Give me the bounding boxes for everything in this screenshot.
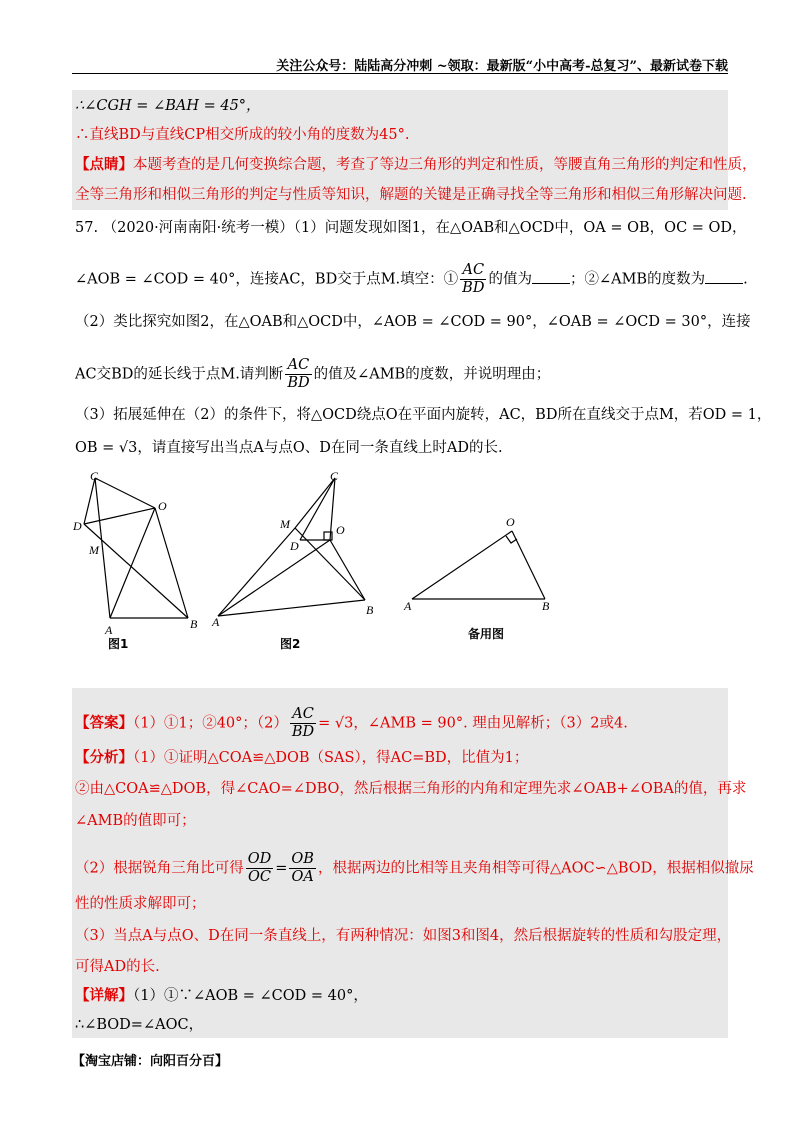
frac-num-2: AC <box>285 357 311 375</box>
analysis-line-6: （3）当点A与点O、D在同一条直线上，有两种情况：如图3和图4，然后根据旋转的性质和勾股定理， <box>75 928 732 944</box>
page-footer: 【淘宝店铺：向阳百分百】 <box>72 1054 229 1069</box>
figure-1 <box>70 468 210 638</box>
prev-line-1: ∴∠CGH = ∠BAH = 45°， <box>75 98 261 114</box>
spare-figure-caption: 备用图 <box>468 627 505 641</box>
problem-text-2b: 的值为 <box>488 271 532 288</box>
analysis-text-4a: （2）根据锐角三角比可得 <box>75 860 244 877</box>
answer-frac-den: BD <box>291 724 315 740</box>
problem-text-2d: . <box>743 271 748 288</box>
figure-2-caption: 图2 <box>280 637 301 651</box>
answer-frac-num: AC <box>290 706 316 724</box>
fig1-label-a: A <box>105 623 113 637</box>
fraction-ac-bd <box>460 262 486 297</box>
comment-line-1 <box>75 154 757 176</box>
frac-den: BD <box>462 280 485 296</box>
answer-line <box>75 706 728 741</box>
frac-den-2: BD <box>287 375 310 391</box>
analysis-frac1-den: OC <box>248 869 271 885</box>
problem-line-6: OB = √3，请直接写出当点A与点O、D在同一条直线上时AD的长. <box>75 440 503 456</box>
spare-label-a: A <box>404 599 412 613</box>
analysis-line-4 <box>75 851 754 886</box>
analysis-text-4b: ，根据两边的比相等且夹角相等可得△AOC∽△BOD，根据相似撤尿 <box>317 860 754 877</box>
detail-text-1: （1）①∵∠AOB = ∠COD = 40°， <box>133 988 368 1004</box>
analysis-line-7: 可得AD的长. <box>75 959 160 975</box>
problem-line-5: （3）拓展延伸在（2）的条件下，将△OCD绕点O在平面内旋转，AC，BD所在直线交于点M，若OD = 1， <box>75 407 772 423</box>
analysis-fraction-1 <box>246 851 274 886</box>
fig2-label-c: C <box>330 469 339 483</box>
header-divider <box>72 73 728 74</box>
analysis-line-3: ∠AMB的值即可； <box>75 813 196 829</box>
fig2-label-b: B <box>366 603 374 617</box>
problem-line-3: （2）类比探究如图2，在△OAB和△OCD中，∠AOB = ∠COD = 90°，∠OAB = ∠OCD = 30°，连接 <box>75 314 751 330</box>
frac-num: AC <box>460 262 486 280</box>
analysis-fraction-2 <box>289 851 316 886</box>
fig1-label-m: M <box>89 543 99 557</box>
analysis-line-2: ②由△COA≌△DOB，得∠CAO=∠DBO，然后根据三角形的内角和定理先求∠OAB+∠OBA的值，再求 <box>75 781 747 797</box>
answer-text-2: = √3，∠AMB = 90°. 理由见解析；（3）2或4. <box>318 715 628 732</box>
answer-blank-1[interactable] <box>532 269 570 284</box>
problem-text-2a: ∠AOB = ∠COD = 40°，连接AC，BD交于点M.填空：① <box>75 271 459 288</box>
fig2-label-o: O <box>336 523 345 537</box>
fraction-ac-bd-2 <box>285 357 311 392</box>
detail-tag: 【详解】 <box>75 987 133 1004</box>
analysis-equals: = <box>275 860 288 877</box>
fig2-label-d: D <box>290 539 299 553</box>
fig1-label-o: O <box>158 499 167 513</box>
analysis-frac1-num: OD <box>247 851 272 867</box>
analysis-line-1 <box>75 747 728 769</box>
spare-label-b: B <box>542 599 550 613</box>
spare-label-o: O <box>506 515 515 529</box>
problem-text-4b: 的值及∠AMB的度数，并说明理由； <box>313 366 551 383</box>
problem-line-1: 57. （2020·河南南阳·统考一模）（1）问题发现如图1，在△OAB和△OCD中，OA = OB，OC = OD， <box>75 220 747 236</box>
detail-line-2: ∴∠BOD=∠AOC， <box>75 1017 204 1033</box>
answer-blank-2[interactable] <box>705 269 743 284</box>
problem-text-2c: ；②∠AMB的度数为 <box>569 271 706 288</box>
fig1-label-b: B <box>190 617 198 631</box>
answer-fraction <box>290 706 316 741</box>
figure-1-caption: 图1 <box>108 637 129 651</box>
comment-text-1: 本题考查的是几何变换综合题，考查了等边三角形的判定和性质，等腰直角三角形的判定和性质， <box>133 157 757 173</box>
problem-text-4a: AC交BD的延长线于点M.请判断 <box>75 366 284 383</box>
analysis-line-5: 性的性质求解即可； <box>75 896 206 912</box>
analysis-text-1: （1）①证明△COA≌△DOB（SAS），得AC=BD，比值为1； <box>133 750 529 766</box>
problem-line-4 <box>75 357 728 392</box>
figure-2 <box>210 468 390 638</box>
spare-figure <box>400 510 570 620</box>
comment-tag: 【点睛】 <box>75 156 133 173</box>
answer-text-1: （1）①1；②40°；（2） <box>133 715 288 732</box>
analysis-tag: 【分析】 <box>75 749 133 766</box>
page-header: 关注公众号：陆陆高分冲刺 ~领取：最新版“小中高考-总复习”、最新试卷下载 <box>276 59 728 74</box>
fig1-label-c: C <box>90 469 99 483</box>
fig2-label-a: A <box>212 615 220 629</box>
analysis-frac2-num: OB <box>291 851 314 867</box>
problem-line-2 <box>75 262 748 297</box>
fig1-label-d: D <box>73 519 82 533</box>
fig2-label-m: M <box>280 517 290 531</box>
comment-line-2: 全等三角形和相似三角形的判定与性质等知识，解题的关键是正确寻找全等三角形和相似三角形解决问题. <box>75 187 747 203</box>
analysis-frac2-den: OA <box>291 869 314 885</box>
detail-line-1 <box>75 985 728 1007</box>
answer-tag: 【答案】 <box>75 714 133 732</box>
prev-line-2: ∴直线BD与直线CP相交所成的较小角的度数为45°. <box>75 127 410 143</box>
